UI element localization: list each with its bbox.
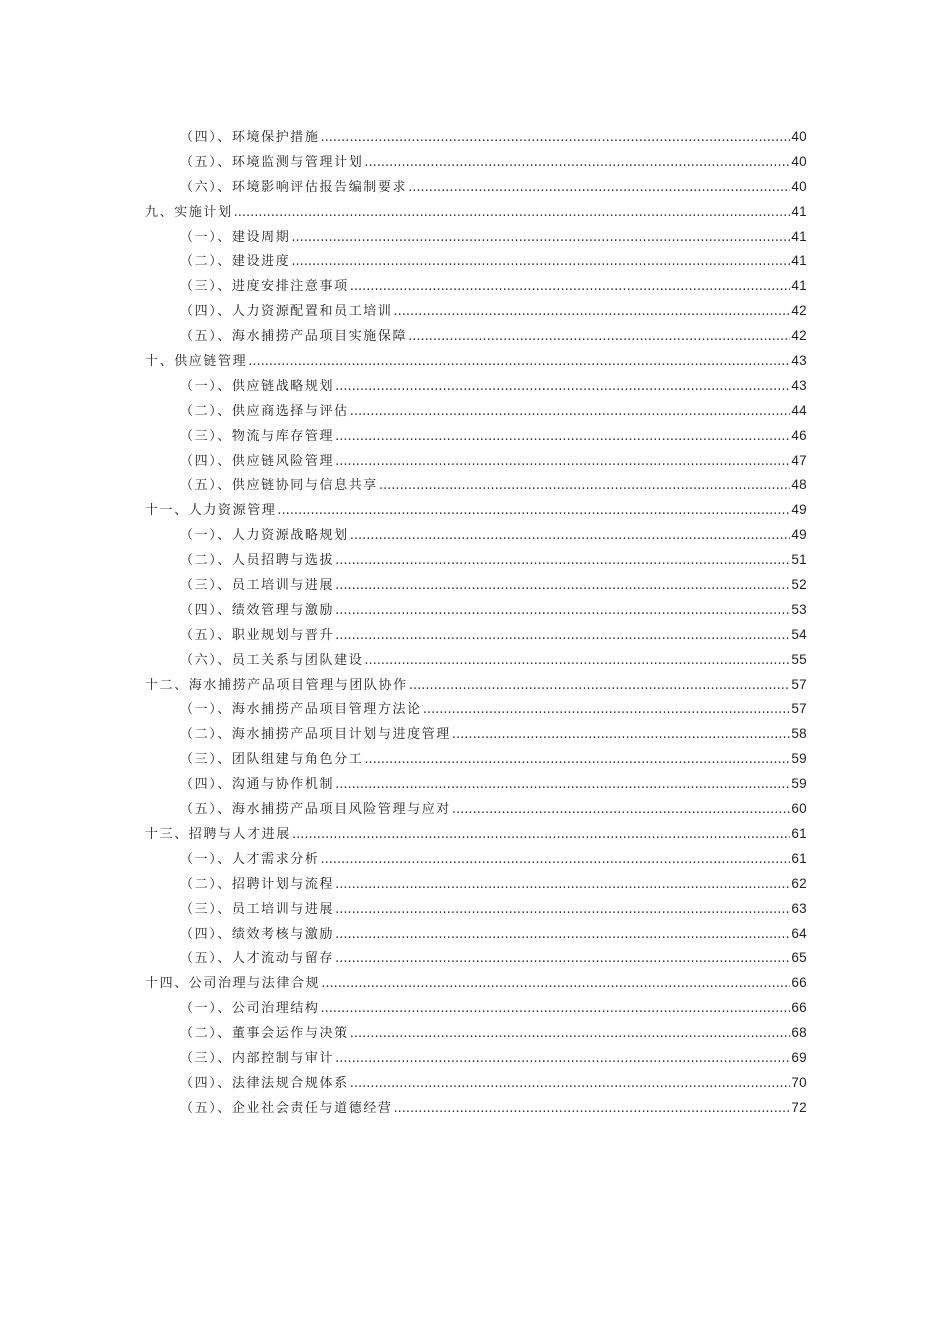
toc-section-entry[interactable] [145,872,807,897]
toc-entry-title: （二）、建设进度 [180,254,291,270]
toc-dot-leader [335,773,790,798]
toc-section-entry[interactable] [145,648,807,673]
toc-dot-leader [364,748,790,773]
toc-entry-title: （三）、团队组建与角色分工 [180,752,364,768]
toc-dot-leader [291,250,790,275]
toc-page-number: 49 [791,502,807,518]
toc-section-entry[interactable] [145,399,807,424]
toc-entry-title: （三）、物流与库存管理 [180,428,335,444]
toc-entry-title: 十四、公司治理与法律合规 [145,976,321,992]
toc-dot-leader [364,151,790,176]
toc-section-entry[interactable] [145,847,807,872]
toc-dot-leader [277,499,790,524]
toc-dot-leader [408,176,790,201]
toc-entry-title: （三）、员工培训与进展 [180,901,335,917]
toc-section-entry[interactable] [145,424,807,449]
toc-entry-title: （四）、法律法规合规体系 [180,1075,349,1091]
toc-entry-title: （四）、供应链风险管理 [180,453,335,469]
toc-dot-leader [350,1022,791,1047]
toc-page-number: 60 [791,801,807,817]
toc-dot-leader [335,873,790,898]
toc-entry-title: （五）、海水捕捞产品项目风险管理与应对 [180,802,451,818]
toc-dot-leader [292,823,790,848]
toc-section-entry[interactable] [145,922,807,947]
toc-entry-title: （四）、绩效考核与激励 [180,926,335,942]
toc-entry-title: 十三、招聘与人才进展 [145,826,292,842]
toc-page-number: 43 [791,377,807,393]
toc-section-entry[interactable] [145,249,807,274]
toc-section-entry[interactable] [145,697,807,722]
toc-page-number: 54 [791,626,807,642]
toc-dot-leader [234,201,791,226]
toc-page-number: 68 [791,1025,807,1041]
toc-section-entry[interactable] [145,1096,807,1121]
toc-dot-leader [452,723,790,748]
toc-dot-leader [335,375,790,400]
toc-dot-leader [335,450,790,475]
toc-page-number: 66 [791,975,807,991]
toc-page-number: 65 [791,950,807,966]
toc-dot-leader [335,549,790,574]
toc-section-entry[interactable] [145,1046,807,1071]
toc-page-number: 42 [791,303,807,319]
toc-chapter-entry[interactable] [145,349,807,374]
toc-page-number: 58 [791,726,807,742]
toc-dot-leader [335,923,790,948]
toc-dot-leader [248,350,790,375]
toc-page-number: 40 [791,153,807,169]
toc-dot-leader [335,574,790,599]
toc-dot-leader [291,226,790,251]
toc-chapter-entry[interactable] [145,200,807,225]
toc-entry-title: （三）、进度安排注意事项 [180,279,349,295]
toc-dot-leader [423,698,791,723]
toc-page-number: 41 [791,203,807,219]
toc-page-number: 52 [791,577,807,593]
toc-page-number: 55 [791,651,807,667]
toc-entry-title: 十一、人力资源管理 [145,503,277,519]
toc-dot-leader [335,599,790,624]
toc-section-entry[interactable] [145,299,807,324]
toc-entry-title: （五）、供应链协同与信息共享 [180,478,378,494]
toc-page-number: 47 [791,452,807,468]
toc-page-number: 69 [791,1049,807,1065]
toc-page-number: 62 [791,875,807,891]
toc-section-entry[interactable] [145,125,807,150]
toc-entry-title: （二）、董事会运作与决策 [180,1026,349,1042]
toc-entry-title: （一）、供应链战略规划 [180,378,335,394]
toc-entry-title: （四）、人力资源配置和员工培训 [180,304,393,320]
toc-page-number: 61 [791,825,807,841]
toc-section-entry[interactable] [145,225,807,250]
toc-entry-title: （五）、海水捕捞产品项目实施保障 [180,329,408,345]
toc-entry-title: 九、实施计划 [145,204,233,220]
toc-section-entry[interactable] [145,747,807,772]
toc-dot-leader [335,624,790,649]
toc-page-number: 51 [791,552,807,568]
toc-page-number: 48 [791,477,807,493]
toc-section-entry[interactable] [145,1021,807,1046]
toc-dot-leader [394,300,791,325]
toc-entry-title: （四）、沟通与协作机制 [180,777,335,793]
toc-page-number: 64 [791,925,807,941]
toc-section-entry[interactable] [145,274,807,299]
toc-entry-title: （五）、人才流动与留存 [180,951,335,967]
toc-page-number: 41 [791,253,807,269]
toc-entry-title: （二）、海水捕捞产品项目计划与进度管理 [180,727,451,743]
toc-chapter-entry[interactable] [145,673,807,698]
toc-page-number: 42 [791,328,807,344]
toc-dot-leader [364,649,790,674]
toc-dot-leader [321,972,790,997]
toc-entry-title: （一）、公司治理结构 [180,1001,320,1017]
toc-entry-title: （一）、人力资源战略规划 [180,528,349,544]
toc-page-number: 49 [791,527,807,543]
toc-entry-title: （一）、建设周期 [180,229,291,245]
toc-page-number: 40 [791,129,807,144]
toc-section-entry[interactable] [145,797,807,822]
toc-dot-leader [350,400,791,425]
toc-dot-leader [409,674,791,699]
toc-entry-title: （五）、环境监测与管理计划 [180,154,364,170]
toc-section-entry[interactable] [145,897,807,922]
toc-page-number: 59 [791,751,807,767]
toc-dot-leader [335,1047,790,1072]
toc-chapter-entry[interactable] [145,971,807,996]
toc-dot-leader [394,1097,791,1122]
toc-section-entry[interactable] [145,548,807,573]
toc-dot-leader [335,425,790,450]
toc-section-entry[interactable] [145,722,807,747]
toc-entry-title: （四）、环境保护措施 [180,130,320,145]
toc-section-entry[interactable] [145,523,807,548]
toc-page-number: 63 [791,900,807,916]
toc-entry-title: 十二、海水捕捞产品项目管理与团队协作 [145,677,408,693]
toc-entry-title: （五）、职业规划与晋升 [180,627,335,643]
toc-section-entry[interactable] [145,449,807,474]
toc-dot-leader [321,126,791,151]
toc-dot-leader [350,524,791,549]
toc-page-number: 59 [791,776,807,792]
toc-entry-title: （三）、员工培训与进展 [180,578,335,594]
toc-page-number: 41 [791,278,807,294]
toc-page-number: 72 [791,1099,807,1115]
toc-entry-title: （六）、环境影响评估报告编制要求 [180,179,408,195]
toc-page-number: 46 [791,427,807,443]
table-of-contents [145,125,807,1121]
toc-section-entry[interactable] [145,175,807,200]
toc-entry-title: （二）、招聘计划与流程 [180,876,335,892]
toc-entry-title: 十、供应链管理 [145,354,248,370]
toc-section-entry[interactable] [145,150,807,175]
toc-page-number: 57 [791,701,807,717]
toc-section-entry[interactable] [145,573,807,598]
toc-entry-title: （六）、员工关系与团队建设 [180,652,364,668]
toc-page-number: 41 [791,228,807,244]
toc-entry-title: （一）、海水捕捞产品项目管理方法论 [180,702,422,718]
toc-page-number: 57 [791,676,807,692]
toc-dot-leader [321,997,791,1022]
toc-page-number: 70 [791,1074,807,1090]
toc-entry-title: （二）、人员招聘与选拔 [180,553,335,569]
toc-section-entry[interactable] [145,946,807,971]
toc-section-entry[interactable] [145,598,807,623]
toc-section-entry[interactable] [145,996,807,1021]
toc-dot-leader [350,1072,791,1097]
toc-entry-title: （二）、供应商选择与评估 [180,403,349,419]
toc-section-entry[interactable] [145,324,807,349]
toc-page-number: 61 [791,850,807,866]
toc-entry-title: （三）、内部控制与审计 [180,1050,335,1066]
toc-dot-leader [335,947,790,972]
toc-page-number: 40 [791,178,807,194]
toc-dot-leader [379,474,790,499]
toc-chapter-entry[interactable] [145,822,807,847]
toc-section-entry[interactable] [145,772,807,797]
toc-entry-title: （五）、企业社会责任与道德经营 [180,1100,393,1116]
toc-section-entry[interactable] [145,1071,807,1096]
toc-dot-leader [452,798,790,823]
toc-dot-leader [335,898,790,923]
toc-section-entry[interactable] [145,374,807,399]
toc-chapter-entry[interactable] [145,498,807,523]
toc-page-number: 53 [791,601,807,617]
toc-page-number: 66 [791,1000,807,1016]
toc-section-entry[interactable] [145,623,807,648]
toc-page-number: 43 [791,353,807,369]
toc-dot-leader [321,848,791,873]
toc-entry-title: （一）、人才需求分析 [180,851,320,867]
toc-page-number: 44 [791,402,807,418]
toc-dot-leader [350,275,791,300]
toc-entry-title: （四）、绩效管理与激励 [180,602,335,618]
toc-section-entry[interactable] [145,473,807,498]
toc-dot-leader [408,325,790,350]
